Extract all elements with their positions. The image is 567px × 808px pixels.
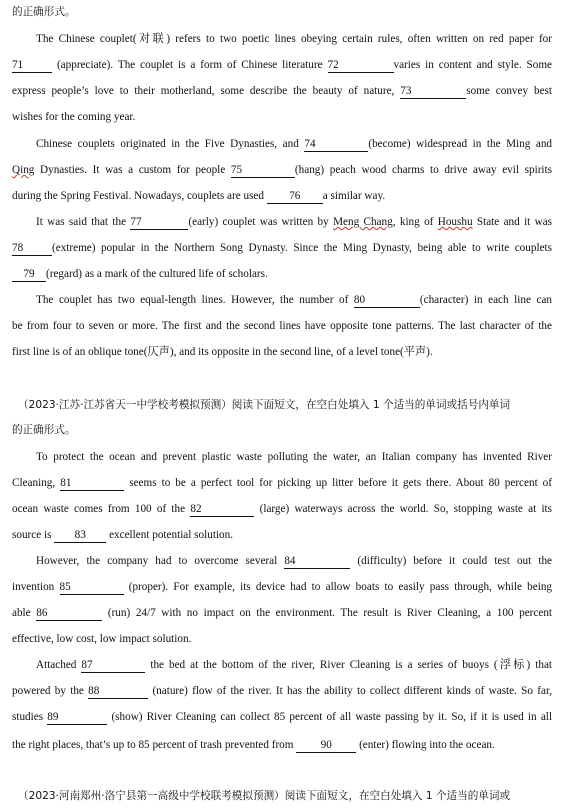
p1-line-9 xyxy=(12,240,552,256)
text: invention xyxy=(12,581,55,593)
p2-line-10 xyxy=(12,683,552,699)
p1-line-11 xyxy=(36,292,552,308)
text: (become) widespread in the Ming and xyxy=(368,138,553,150)
text: (large) waterways across the world. So, stopping waste at its xyxy=(259,503,553,515)
text: powered by the xyxy=(12,685,84,697)
blank-89[interactable]: 89 xyxy=(47,711,107,725)
blank-81[interactable]: 81 xyxy=(60,477,124,491)
blank-78[interactable]: 78 xyxy=(12,242,52,256)
p1-line-4 xyxy=(12,109,552,125)
text: , king of xyxy=(392,216,438,228)
text: However, the company had to overcome several xyxy=(36,555,278,567)
p2-line-4 xyxy=(12,527,552,543)
text: State and it was xyxy=(472,216,553,228)
text: (difficulty) before it could test out the xyxy=(357,555,552,567)
text: effective, low cost, low impact solution. xyxy=(12,633,192,645)
text: a similar way. xyxy=(322,190,386,202)
p1-line-12 xyxy=(12,318,552,334)
blank-72[interactable]: 72 xyxy=(328,59,394,73)
blank-79[interactable]: 79 xyxy=(12,268,46,282)
blank-84[interactable]: 84 xyxy=(284,555,350,569)
blank-87[interactable]: 87 xyxy=(81,659,145,673)
p2-line-6 xyxy=(12,579,552,595)
p2-line-7 xyxy=(12,605,552,621)
blank-77[interactable]: 77 xyxy=(130,216,188,230)
p1-line-8 xyxy=(36,214,552,230)
text: be from four to seven or more. The first and the second lines have opposite tone patterns. The last character of the xyxy=(12,320,552,332)
text: (show) River Cleaning can collect 85 percent of all waste passing by it. So, if it is used in all xyxy=(111,711,553,723)
p2-line-12 xyxy=(12,737,552,753)
blank-76[interactable]: 76 xyxy=(267,190,323,204)
blank-85[interactable]: 85 xyxy=(60,581,124,595)
wavy-word: Meng Chang xyxy=(333,216,393,228)
text: To protect the ocean and prevent plastic waste polluting the water, an Italian company has invented River xyxy=(36,451,552,463)
blank-90[interactable]: 90 xyxy=(296,739,356,753)
text: Chinese couplets originated in the Five Dynasties, and xyxy=(36,138,299,150)
blank-82[interactable]: 82 xyxy=(190,503,254,517)
p2-line-9 xyxy=(36,657,552,673)
p1-line-6 xyxy=(12,162,552,178)
text: The Chinese couplet(对联) refers to two poetic lines obeying certain rules, often written on red paper for xyxy=(36,33,552,45)
text: (extreme) popular in the Northern Song Dynasty. Since the Ming Dynasty, being able to write couplets xyxy=(52,242,552,254)
text: excellent potential solution. xyxy=(109,529,234,541)
text: (appreciate). The couplet is a form of Chinese literature xyxy=(56,59,323,71)
blank-83[interactable]: 83 xyxy=(54,529,106,543)
text: (early) couplet was written by xyxy=(188,216,334,228)
text: express people’s love to their motherland, some describe the beauty of nature, xyxy=(12,85,395,97)
text: (enter) flowing into the ocean. xyxy=(359,739,495,751)
p2-line-5 xyxy=(36,553,552,569)
text: It was said that the xyxy=(36,216,127,228)
text: varies in content and style. Some xyxy=(393,59,553,71)
wavy-word: Qing xyxy=(12,164,35,176)
p2-line-1 xyxy=(36,449,552,465)
text: ocean waste comes from 100 of the xyxy=(12,503,186,515)
p2-line-2 xyxy=(12,475,552,491)
text: wishes for the coming year. xyxy=(12,111,136,123)
p1-line-2 xyxy=(12,57,552,73)
blank-86[interactable]: 86 xyxy=(36,607,102,621)
text: seems to be a perfect tool for picking up litter before it gets there. About 80 percent of xyxy=(129,477,553,489)
p2-line-11 xyxy=(12,709,552,725)
text: source is xyxy=(12,529,52,541)
text: (character) in each line can xyxy=(419,294,552,306)
blank-75[interactable]: 75 xyxy=(231,164,295,178)
blank-73[interactable]: 73 xyxy=(400,85,466,99)
p1-line-7 xyxy=(12,188,552,204)
text: (nature) flow of the river. It has the ability to collect different kinds of waste. So far, xyxy=(152,685,553,697)
section2-header-line1: （2023·江苏·江苏省天一中学校考模拟预测）阅读下面短文，在空白处填入 1 个适当的单词或括号内单词 xyxy=(18,399,511,411)
p1-line-5 xyxy=(36,136,552,152)
section3-header-line1: （2023·河南郑州·洛宁县第一高级中学校联考模拟预测）阅读下面短文，在空白处填入 1 个适当的单词或 xyxy=(18,790,511,802)
p1-line-1 xyxy=(36,31,552,47)
p1-line-3 xyxy=(12,83,552,99)
text: (regard) as a mark of the cultured life of scholars. xyxy=(46,268,268,280)
p1-line-10 xyxy=(12,266,552,282)
text: the right places, that’s up to 85 percent of trash prevented from xyxy=(12,739,294,751)
wavy-word: Houshu xyxy=(437,216,473,228)
text: (run) 24/7 with no impact on the environment. The result is River Cleaning, a 100 percent xyxy=(107,607,553,619)
text: the bed at the bottom of the river, River Cleaning is a series of buoys (浮标) that xyxy=(150,659,553,671)
text: studies xyxy=(12,711,44,723)
text: The couplet has two equal-length lines. However, the number of xyxy=(36,294,349,306)
intro-tail: 的正确形式。 xyxy=(12,6,76,18)
text: Attached xyxy=(36,659,77,671)
blank-74[interactable]: 74 xyxy=(304,138,368,152)
blank-88[interactable]: 88 xyxy=(88,685,148,699)
text: during the Spring Festival. Nowadays, couplets are used xyxy=(12,190,264,202)
text: Dynasties. It was a custom for people xyxy=(34,164,226,176)
text: (proper). For example, its device had to allow boats to easily pass through, while being xyxy=(128,581,553,593)
text: Cleaning, xyxy=(12,477,56,489)
p1-line-13 xyxy=(12,344,552,360)
section2-header-line2: 的正确形式。 xyxy=(12,424,76,436)
text: (hang) peach wood charms to drive away evil spirits xyxy=(294,164,552,176)
text: able xyxy=(12,607,31,619)
text: first line is of an oblique tone(仄声), and its opposite in the second line, of a level tone(平声). xyxy=(12,346,433,358)
p2-line-3 xyxy=(12,501,552,517)
p2-line-8 xyxy=(12,631,552,647)
blank-71[interactable]: 71 xyxy=(12,59,52,73)
blank-80[interactable]: 80 xyxy=(354,294,420,308)
text: some convey best xyxy=(466,85,553,97)
